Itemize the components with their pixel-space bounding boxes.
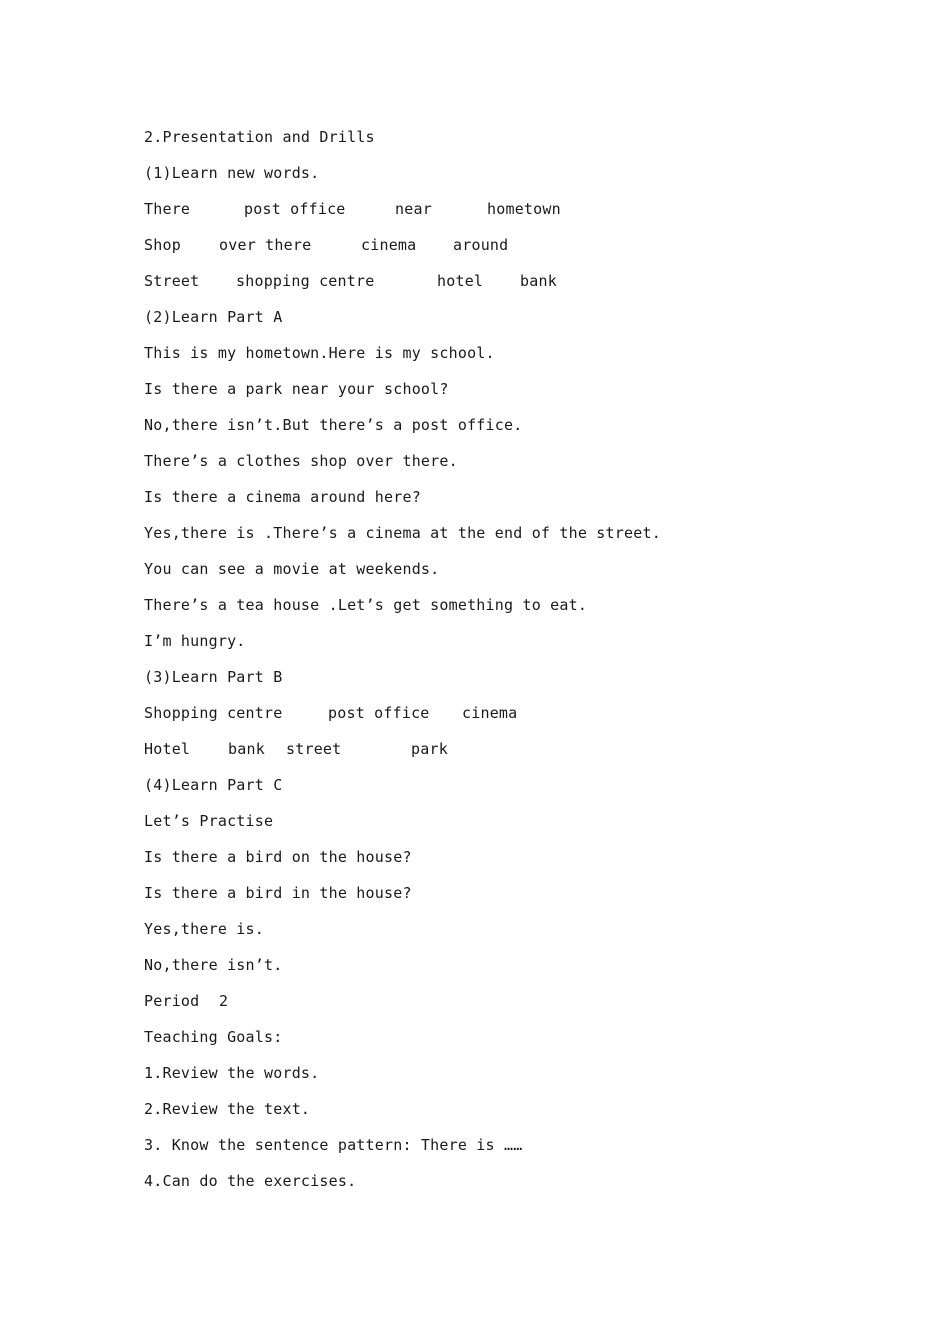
part-b-row-1 [144,702,844,738]
period-heading [144,990,844,1026]
word: Street [144,272,200,290]
document-page [144,126,844,1206]
word: post office [328,704,430,722]
goal-item: 4.Can do the exercises. [144,1172,357,1190]
teaching-goals-title: Teaching Goals: [144,1028,283,1046]
word: around [453,236,509,254]
part-a-line: This is my hometown.Here is my school. [144,344,495,362]
period-number: 2 [219,992,229,1010]
part-a-line: Is there a park near your school? [144,380,449,398]
word: hometown [487,200,561,218]
word: Shopping centre [144,704,283,722]
part-c-line: Is there a bird on the house? [144,848,412,866]
word: shopping centre [236,272,375,290]
learn-words-title: (1)Learn new words. [144,164,320,182]
part-a-line: No,there isn’t.But there’s a post office. [144,416,523,434]
goal-item: 1.Review the words. [144,1064,320,1082]
part-a-line: You can see a movie at weekends. [144,560,440,578]
word: street [286,740,342,758]
part-c-title: (4)Learn Part C [144,776,283,794]
word-row-3 [144,270,844,306]
word: Shop [144,236,181,254]
word: hotel [437,272,484,290]
part-c-line: No,there isn’t. [144,956,283,974]
word-row-1 [144,198,844,234]
word: cinema [462,704,518,722]
word-row-2 [144,234,844,270]
section-heading: 2.Presentation and Drills [144,128,375,146]
part-a-line: There’s a clothes shop over there. [144,452,458,470]
word: near [395,200,432,218]
part-b-row-2 [144,738,844,774]
word: There [144,200,191,218]
part-a-line: Is there a cinema around here? [144,488,421,506]
word: bank [228,740,265,758]
part-a-line: I’m hungry. [144,632,246,650]
word: park [411,740,448,758]
word: cinema [361,236,417,254]
goal-item: 2.Review the text. [144,1100,311,1118]
word: bank [520,272,557,290]
part-a-line: Yes,there is .There’s a cinema at the end of the street. [144,524,661,542]
part-c-line: Yes,there is. [144,920,264,938]
part-a-title: (2)Learn Part A [144,308,283,326]
word: over there [219,236,312,254]
goal-item: 3. Know the sentence pattern: There is …… [144,1136,523,1154]
part-c-line: Is there a bird in the house? [144,884,412,902]
word: post office [244,200,346,218]
part-c-line: Let’s Practise [144,812,274,830]
period-label: Period [144,992,200,1010]
part-b-title: (3)Learn Part B [144,668,283,686]
word: Hotel [144,740,191,758]
part-a-line: There’s a tea house .Let’s get something to eat. [144,596,588,614]
